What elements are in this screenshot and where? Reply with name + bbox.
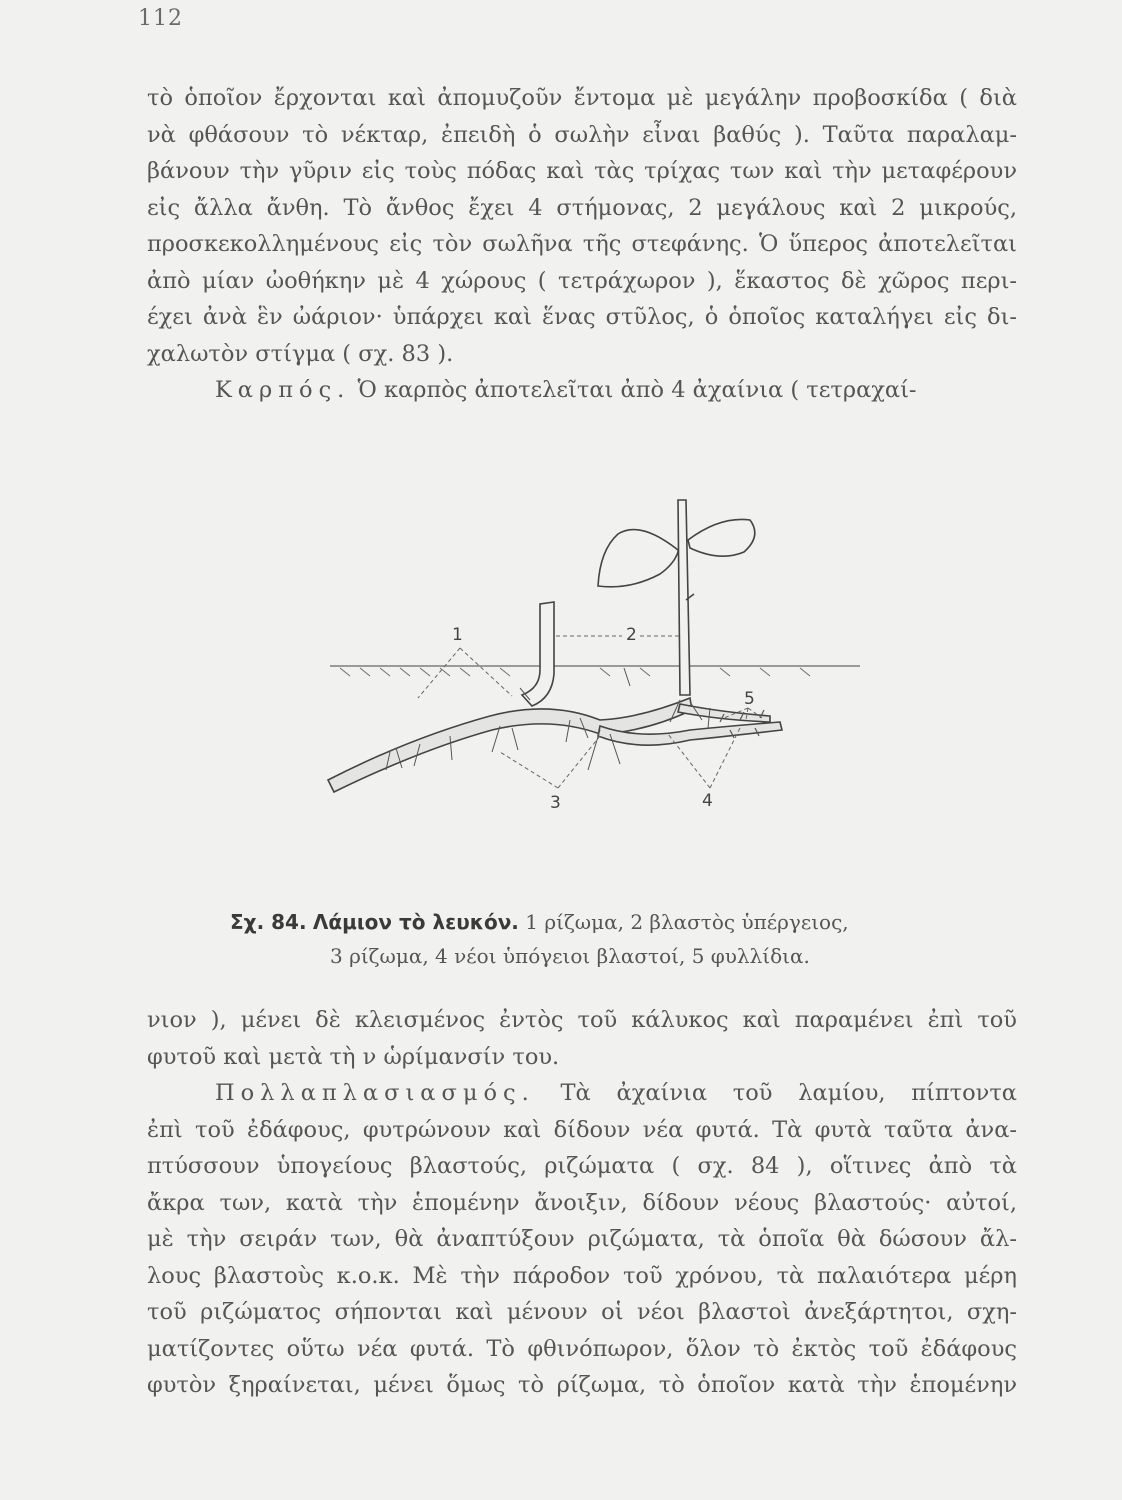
text-line: έχει ἀνὰ ἓν ὠάριον· ὑπάρχει καὶ ἕνας στῦλος, ὁ ὁποῖος καταλήγει εἰς δι- [147,304,1017,330]
karpos-line [147,372,1017,409]
text-line: λους βλαστοὺς κ.ο.κ. Μὲ τὴν πάροδον τοῦ χρόνου, τὰ παλαιότερα μέρη [147,1262,1017,1289]
rhizome-figure [300,490,880,820]
text-line: φυτὸν ξηραίνεται, μένει ὅμως τὸ ρίζωμα, τὸ ὁποῖον κατὰ τὴν ἑπομένην [147,1372,1017,1398]
caption-title: Λάμιον τὸ λευκόν. [312,910,519,934]
multiplication-text: Τὰ ἀχαίνια τοῦ λαμίου, πίπτοντα [560,1080,1017,1106]
text-line: ἄκρα των, κατὰ τὴν ἑπομένην ἄνοιξιν, δίδουν νέους βλαστούς· αὐτοί, [147,1189,1017,1216]
label-3: 3 [550,793,561,813]
top-text-block [147,80,1017,409]
text-line: βάνουν τὴν γῦριν εἰς τοὺς πόδας καὶ τὰς τρίχας των καὶ τὴν μεταφέρουν [147,158,1017,184]
caption-line-1: 1 ρίζωμα, 2 βλαστὸς ὑπέργειος, [525,910,849,934]
multiplication-heading: Πολλαπλασιασμός. [215,1080,535,1106]
text-line: τὸ ὁποῖον ἔρχονται καὶ ἀπομυζοῦν ἔντομα μὲ μεγάλην προβοσκίδα ( διὰ [147,85,1017,111]
caption-number: Σχ. 84. [230,910,307,934]
old-stem [522,602,554,706]
figure-caption [230,905,930,973]
soil-surface [330,666,860,676]
bottom-text-block [147,1002,1017,1404]
karpos-heading: Καρπός. [215,377,351,403]
label-1: 1 [452,625,463,645]
text-line: τοῦ ριζώματος σήπονται καὶ μένουν οἱ νέοι βλαστοὶ ἀνεξάρτητοι, σχη- [147,1299,1017,1325]
text-line: ματίζοντες οὕτω νέα φυτά. Τὸ φθινόπωρον, ὅλον τὸ ἐκτὸς τοῦ ἐδάφους [147,1335,1017,1362]
text-line: εἰς ἄλλα ἄνθη. Τὸ ἄνθος ἔχει 4 στήμονας, 2 μεγάλους καὶ 2 μικρούς, [147,194,1017,221]
text-line: νιον ), μένει δὲ κλεισμένος ἐντὸς τοῦ κάλυκος καὶ παραμένει ἐπὶ τοῦ [147,1007,1017,1033]
page-number: 112 [138,6,183,31]
caption-line-2: 3 ρίζωμα, 4 νέοι ὑπόγειοι βλαστοί, 5 φυλλίδια. [330,944,810,968]
main-rhizome [328,698,782,792]
text-line: μὲ τὴν σειράν των, θὰ ἀναπτύξουν ριζώματα, τὰ ὁποῖα θὰ δώσουν ἄλ- [147,1226,1017,1252]
text-line: νὰ φθάσουν τὸ νέκταρ, ἐπειδὴ ὁ σωλὴν εἶναι βαθύς ). Ταῦτα παραλαμ- [147,121,1017,148]
text-line: ἐπὶ τοῦ ἐδάφους, φυτρώνουν καὶ δίδουν νέα φυτά. Τὰ φυτὰ ταῦτα ἀνα- [147,1116,1017,1143]
text-line: ἀπὸ μίαν ὠοθήκην μὲ 4 χώρους ( τετράχωρον ), ἕκαστος δὲ χῶρος περι- [147,267,1017,294]
text-line: προσκεκολλημένους εἰς τὸν σωλῆνα τῆς στεφάνης. Ὁ ὕπερος ἀποτελεῖται [147,231,1017,257]
label-4: 4 [702,791,713,811]
karpos-text: Ὁ καρπὸς ἀποτελεῖται ἀπὸ 4 ἀχαίνια ( τετραχαί- [357,377,917,403]
text-line: φυτοῦ καὶ μετὰ τὴ ν ὡρίμανσίν του. [147,1043,560,1070]
text-line: πτύσσουν ὑπογείους βλαστούς, ριζώματα ( σχ. 84 ), οἵτινες ἀπὸ τὰ [147,1153,1017,1179]
label-2: 2 [626,625,637,645]
label-5: 5 [744,689,755,709]
text-line: χαλωτὸν στίγμα ( σχ. 83 ). [147,340,454,367]
multiplication-line [147,1075,1017,1112]
